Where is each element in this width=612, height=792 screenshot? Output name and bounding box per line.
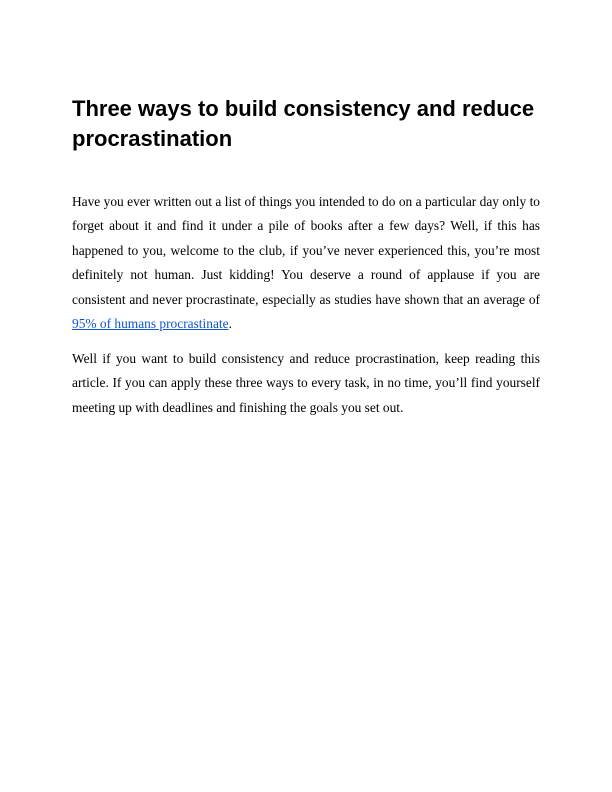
article-title: Three ways to build consistency and reduce procrastination bbox=[72, 96, 535, 151]
intro-text-end: . bbox=[228, 316, 232, 332]
intro-paragraph bbox=[72, 190, 540, 336]
procrastination-statistic-link[interactable]: 95% of humans procrastinate bbox=[72, 316, 229, 332]
second-paragraph: Well if you want to build consistency and reduce procrastination, keep reading this article. If you can apply these three ways to every task, in no time, you’ll find yourself meeting up with deadlines and finishing the goals you set out. bbox=[72, 351, 540, 415]
intro-text: Have you ever written out a list of things you intended to do on a particular day only to forget about it and find it under a pile of books after a few days? Well, if this has happened to you, welcome to the club, if you’ve never experienced this, you’re most definitely not human. Just kidding! You deserve a round of applause if you are consistent and never procrastinate, especially as studies have shown that an average of bbox=[72, 194, 540, 307]
